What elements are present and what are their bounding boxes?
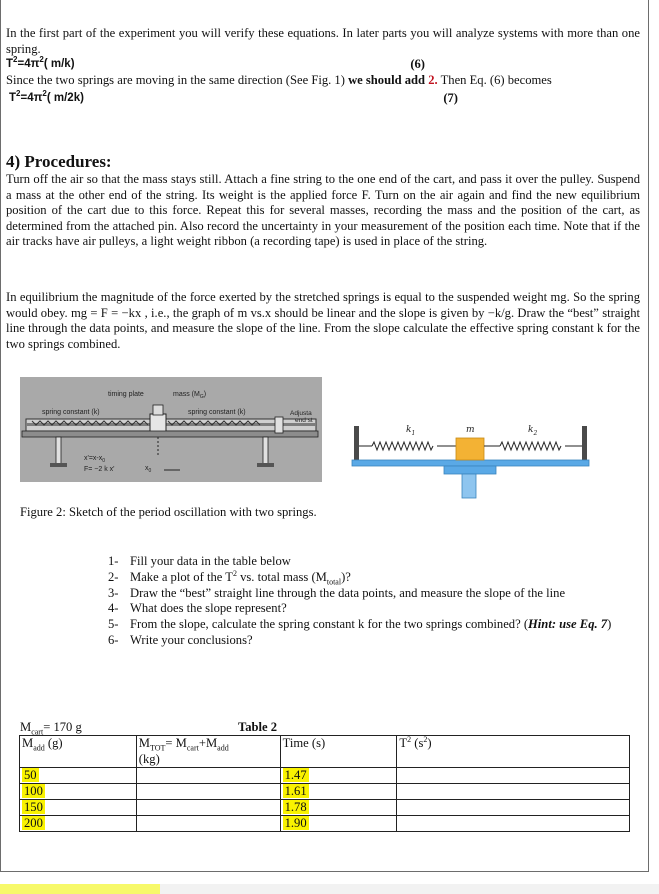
- step-item: 1- Fill your data in the table below: [108, 554, 291, 568]
- m-label: m: [466, 425, 475, 435]
- track-base: [22, 431, 318, 437]
- step-item: 6- Write your conclusions?: [108, 632, 253, 647]
- cell-t2[interactable]: [397, 784, 630, 800]
- header-time: Time (s): [280, 736, 397, 768]
- cell-mtot[interactable]: [136, 800, 280, 816]
- step-item: 3- Draw the “best” straight line through the data points, and measure the slope of the line: [108, 585, 566, 600]
- procedures-section: [6, 152, 640, 250]
- cell-t2[interactable]: [397, 800, 630, 816]
- intro-section: [6, 26, 640, 107]
- cell-madd[interactable]: 150: [20, 800, 137, 816]
- equation-6-number: (6): [410, 57, 425, 72]
- left-wall: [354, 426, 359, 460]
- k1-label: $k_1$: [406, 425, 416, 437]
- data-table: [19, 735, 630, 832]
- table-row: [20, 768, 630, 784]
- bottom-strip: [160, 884, 659, 894]
- spring-k2: [500, 442, 561, 450]
- timing-plate: [153, 405, 163, 415]
- cell-time[interactable]: 1.47: [280, 768, 397, 784]
- cell-t2[interactable]: [397, 768, 630, 784]
- cell-time[interactable]: 1.90: [280, 816, 397, 832]
- stand-post: [462, 474, 476, 498]
- right-spring-label: spring constant (k): [188, 409, 246, 416]
- intro-paragraph: In the first part of the experiment you will verify these equations. In later parts you will analyze systems with more than one spring.: [6, 26, 640, 56]
- step-item: 4- What does the slope represent?: [108, 601, 287, 616]
- spring-k1: [372, 442, 433, 450]
- table-title: Table 2: [238, 720, 278, 734]
- procedures-heading: 4) Procedures:: [6, 152, 112, 171]
- table-row: [20, 816, 630, 832]
- bottom-highlight-bar: [0, 884, 160, 894]
- adjustable-label-1: Adjusta: [290, 410, 312, 417]
- displacement-formula: $x'=x-x_0$: [84, 455, 106, 464]
- force-formula: F= −2 k x': [84, 466, 115, 473]
- right-support: [263, 437, 268, 465]
- cell-time[interactable]: 1.61: [280, 784, 397, 800]
- right-foot: [257, 463, 274, 467]
- cell-madd[interactable]: 50: [20, 768, 137, 784]
- cell-t2[interactable]: [397, 816, 630, 832]
- equation-6: $T^2=4\pi^2$( m/k) (6): [6, 55, 425, 72]
- header-t2: $T^2$ $(s^2)$: [397, 736, 630, 768]
- k2-label: $k_2$: [528, 425, 538, 437]
- timing-plate-label: timing plate: [108, 391, 144, 398]
- equation-7: $T^2=4\pi^2$( m/2k) (7): [9, 89, 458, 106]
- step-item: 5- From the slope, calculate the spring constant k for the two springs combined? (Hint: use Eq. 7): [108, 617, 612, 632]
- left-spring-label: spring constant (k): [42, 409, 100, 416]
- left-foot: [50, 463, 67, 467]
- cell-madd[interactable]: 100: [20, 784, 137, 800]
- mass-label: mass $(M_G)$: [173, 391, 207, 400]
- cart-mass-label: $M_{cart}= 170$ g: [20, 720, 82, 737]
- left-support: [56, 437, 61, 465]
- stand-top: [444, 466, 496, 474]
- cell-madd[interactable]: 200: [20, 816, 137, 832]
- header-mtot: $M_{TOT}= M_{cart}+M_{add}$ (kg): [136, 736, 280, 768]
- mass-block: [456, 438, 484, 460]
- adjustable-end-stop: [275, 417, 283, 433]
- step-item: 2- Make a plot of the $T^2$ vs. total mass $(M_{total})$?: [108, 568, 351, 587]
- procedure-steps: [108, 554, 628, 649]
- procedures-paragraph-2: In equilibrium the magnitude of the force exerted by the stretched springs is equal to the suspended weight mg. So the spring would obey. mg = F = −kx , i.e., the graph of m vs.x should be linear and the slope is given by −k/g. Draw the “best” straight line through the data points, and measure the slope of the line. From the slope calculate the effective spring constant k for the two springs combined.: [6, 290, 640, 351]
- equilibrium-section: [6, 290, 640, 352]
- air-track-apparatus-image: [20, 377, 322, 482]
- cell-mtot[interactable]: [136, 784, 280, 800]
- x0-label: $x_0$: [145, 465, 152, 474]
- sentence-add: Since the two springs are moving in the same direction (See Fig. 1) we should add 2. Then Eq. (6) becomes: [6, 72, 552, 87]
- table-row: [20, 784, 630, 800]
- figure-caption: Figure 2: Sketch of the period oscillation with two springs.: [20, 505, 317, 519]
- procedures-paragraph-1: Turn off the air so that the mass stays still. Attach a fine string to the one end of the cart, and pass it over the pulley. Suspend a mass at the other end of the string. Its weight is the applied force F. Turn on the air again and find the new equilibrium position of the cart due to this force. Repeat this for several masses, recording the mass and the position of the cart, as determined from the attached pin. Also record the uncertainty in your measurement of the position each time. Note that if the air tracks have air pulleys, a light weight ribbon (a recording tape) is used in place of the string.: [6, 172, 640, 249]
- equation-7-number: (7): [443, 91, 458, 106]
- right-wall: [582, 426, 587, 460]
- cell-time[interactable]: 1.78: [280, 800, 397, 816]
- cell-mtot[interactable]: [136, 816, 280, 832]
- table-row: [20, 800, 630, 816]
- header-madd: $M_{add}$ (g): [20, 736, 137, 768]
- track-surface: [352, 460, 589, 466]
- cell-mtot[interactable]: [136, 768, 280, 784]
- table-header-row: [20, 736, 630, 768]
- adjustable-label-2: end st: [295, 417, 313, 424]
- two-springs-diagram: [348, 416, 594, 500]
